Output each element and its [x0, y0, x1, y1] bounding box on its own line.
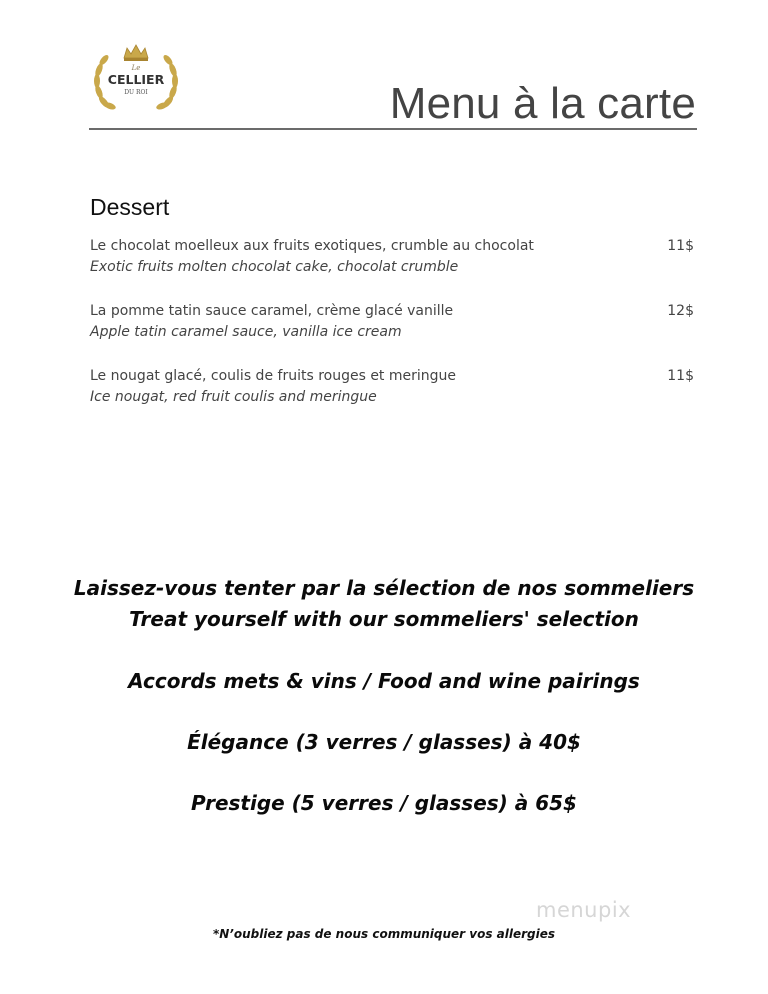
menu-item-price: 12$ — [667, 303, 694, 319]
svg-text:DU ROI: DU ROI — [124, 89, 148, 96]
pairings-heading: Accords mets & vins / Food and wine pairings — [128, 669, 640, 693]
svg-text:Le: Le — [131, 64, 141, 72]
restaurant-logo — [86, 40, 186, 120]
watermark: menupix — [536, 898, 632, 922]
pairing-elegance: Élégance (3 verres / glasses) à 40$ — [187, 730, 581, 754]
menu-item-description: Exotic fruits molten chocolat cake, chocolat crumble — [90, 259, 459, 275]
header-divider — [89, 128, 697, 130]
menu-item-name: Le chocolat moelleux aux fruits exotiques, crumble au chocolat — [90, 238, 534, 254]
allergy-footnote: *N’oubliez pas de nous communiquer vos allergies — [212, 927, 556, 941]
svg-text:CELLIER: CELLIER — [107, 72, 165, 87]
menu-item-name: Le nougat glacé, coulis de fruits rouges et meringue — [90, 368, 457, 384]
menu-item — [90, 236, 694, 277]
menu-item-name: La pomme tatin sauce caramel, crème glacé vanille — [90, 303, 454, 319]
menu-item-description: Ice nougat, red fruit coulis and meringue — [90, 389, 377, 405]
promo-line-french: Laissez-vous tenter par la sélection de nos sommeliers — [73, 576, 695, 600]
dessert-list — [90, 236, 694, 431]
menu-item — [90, 366, 694, 407]
page-title: Menu à la carte — [389, 79, 696, 128]
menu-item — [90, 301, 694, 342]
menu-item-price: 11$ — [667, 368, 694, 384]
promo-line-english: Treat yourself with our sommeliers' selection — [129, 607, 639, 631]
pairing-prestige: Prestige (5 verres / glasses) à 65$ — [191, 791, 577, 815]
section-heading: Dessert — [90, 194, 170, 220]
menu-item-price: 11$ — [667, 238, 694, 254]
menu-item-description: Apple tatin caramel sauce, vanilla ice cream — [90, 324, 402, 340]
laurel-crown-logo-icon — [86, 40, 186, 120]
